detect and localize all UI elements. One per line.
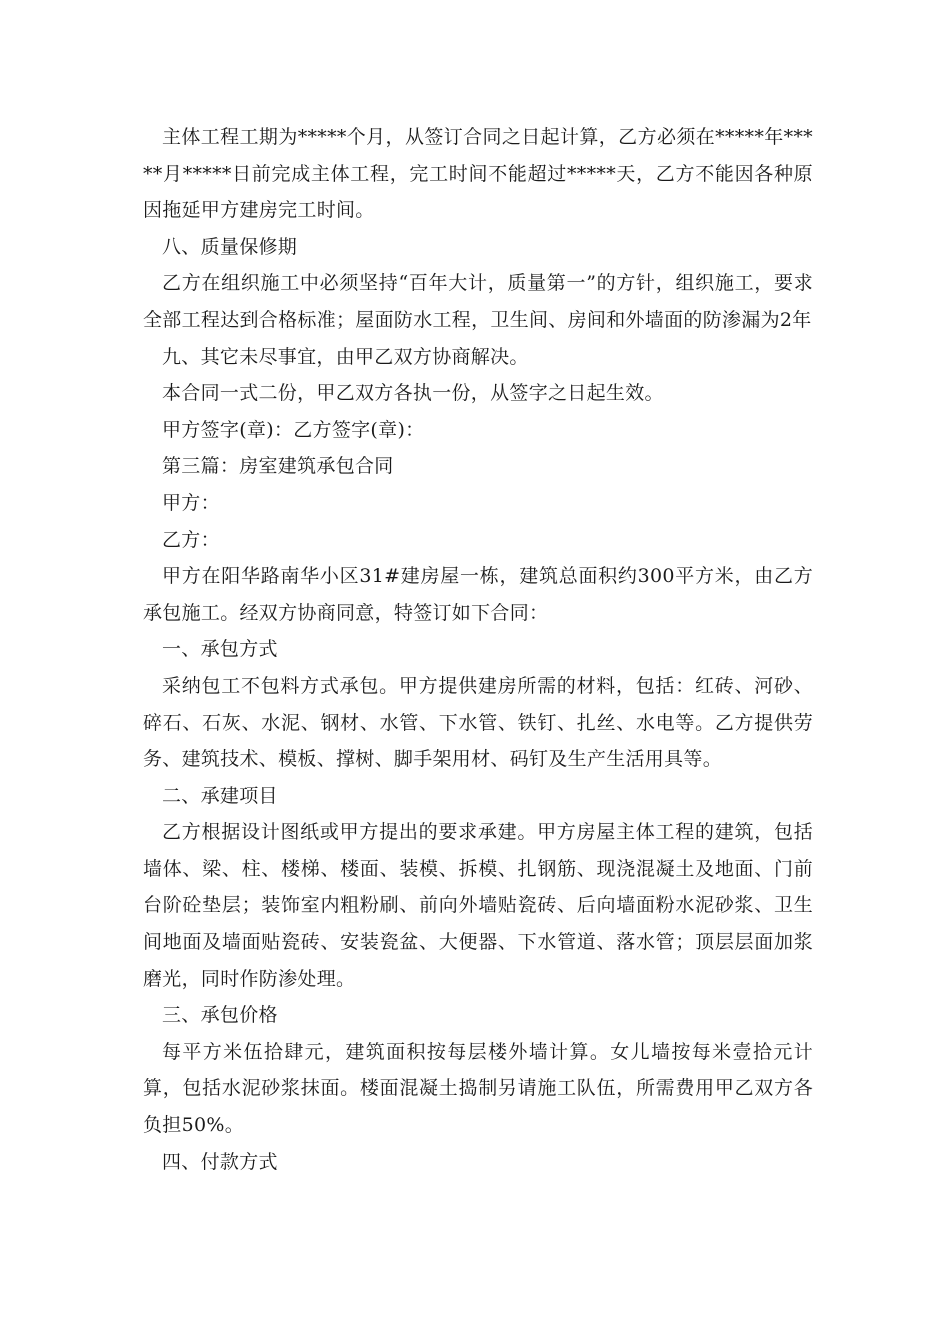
party-b-label: 乙方： [162, 528, 220, 551]
paragraph-construction-period: 主体工程工期为*****个月，从签订合同之日起计算，乙方必须在*****年*****月*****日前完成主体工程，完工时间不能超过*****天，乙方不能因各种原因拖延甲方建房完工时间。 [143, 126, 813, 222]
heading-construction-items: 二、承建项目 [162, 784, 278, 807]
paragraph-copies: 本合同一式二份，甲乙双方各执一份，从签字之日起生效。 [162, 382, 664, 405]
heading-payment-method: 四、付款方式 [162, 1150, 278, 1173]
party-a-label: 甲方： [162, 491, 220, 514]
paragraph-construction-items: 乙方根据设计图纸或甲方提出的要求承建。甲方房屋主体工程的建筑，包括墙体、梁、柱、楼梯、楼面、装模、拆模、扎钢筋、现浇混凝土及地面、门前台阶砼垫层；装饰室内粗粉刷、前向外墙贴瓷砖、后向墙面粉水泥砂浆、卫生间地面及墙面贴瓷砖、安装瓷盆、大便器、下水管道、落水管；顶层层面加浆磨光，同时作防渗处理。 [143, 821, 813, 990]
paragraph-project-intro: 甲方在阳华路南华小区31#建房屋一栋，建筑总面积约300平方米，由乙方承包施工。经双方协商同意，特签订如下合同： [143, 565, 813, 624]
paragraph-contract-price: 每平方米伍拾肆元，建筑面积按每层楼外墙计算。女儿墙按每米壹拾元计算，包括水泥砂浆抹面。楼面混凝土捣制另请施工队伍，所需费用甲乙双方各负担50%。 [143, 1040, 813, 1137]
document-body [143, 119, 813, 1180]
heading-other-matters: 九、其它未尽事宜，由甲乙双方协商解决。 [162, 345, 529, 368]
heading-warranty-period: 八、质量保修期 [162, 235, 298, 258]
signature-line: 甲方签字(章)：乙方签字(章)： [162, 418, 425, 441]
heading-contract-price: 三、承包价格 [162, 1004, 278, 1027]
paragraph-quality-standard: 乙方在组织施工中必须坚持“百年大计，质量第一”的方针，组织施工，要求全部工程达到合格标准；屋面防水工程，卫生间、房间和外墙面的防渗漏为2年 [143, 272, 813, 331]
heading-contract-method: 一、承包方式 [162, 638, 278, 661]
paragraph-contract-method: 采纳包工不包料方式承包。甲方提供建房所需的材料，包括：红砖、河砂、碎石、石灰、水泥、钢材、水管、下水管、铁钉、扎丝、水电等。乙方提供劳务、建筑技术、模板、撑树、脚手架用材、码钉及生产生活用具等。 [143, 674, 813, 771]
heading-part-three: 第三篇：房室建筑承包合同 [162, 455, 394, 478]
